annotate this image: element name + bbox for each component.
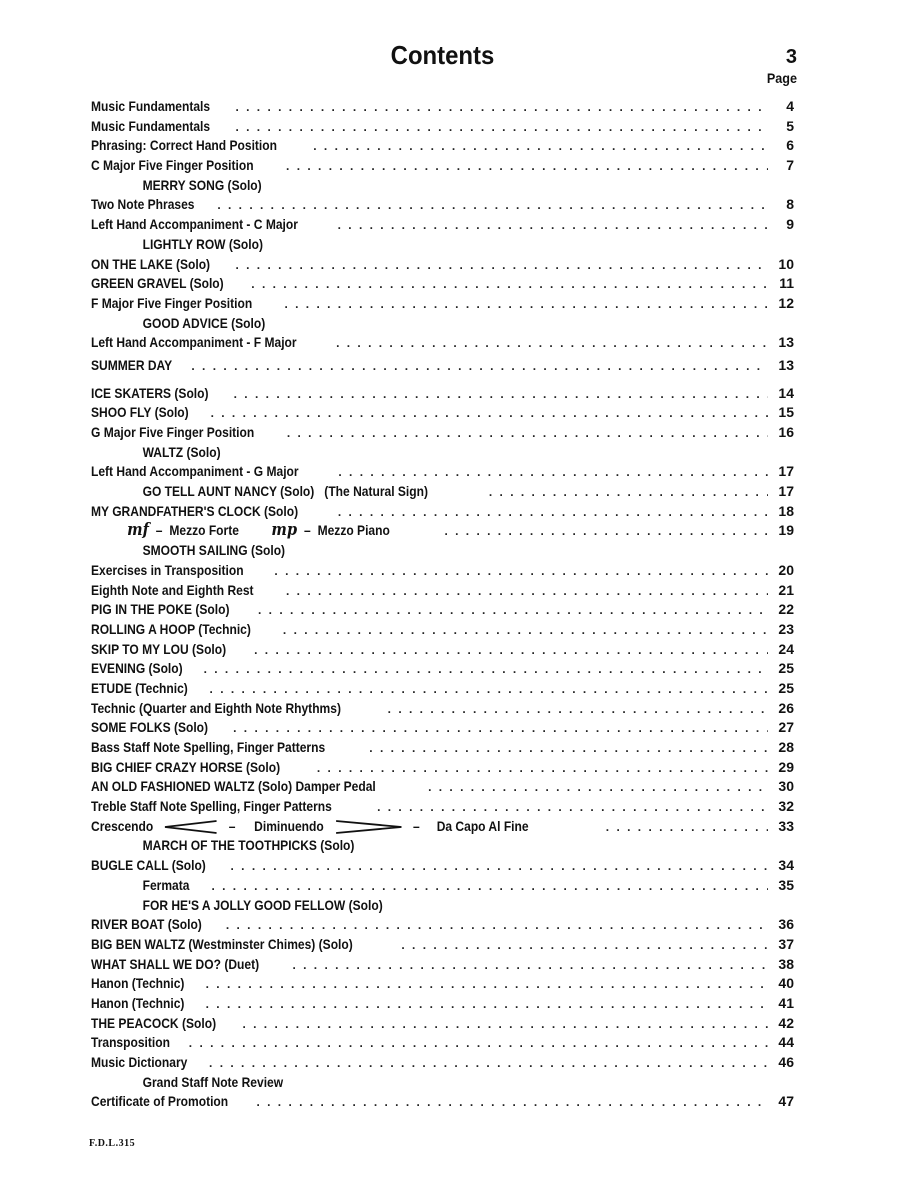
toc-entry: Fermata . . . 35 (91, 876, 794, 896)
toc-page-number: 25 (778, 660, 794, 677)
toc-page-number: 21 (778, 581, 794, 598)
toc-page-number: 12 (778, 294, 794, 311)
diminuendo-label: Diminuendo (254, 817, 324, 834)
toc-entry: MY GRANDFATHER'S CLOCK (Solo) . . . 18 (91, 502, 794, 522)
toc-entry: Treble Staff Note Spelling, Finger Patterns . . . 32 (91, 797, 794, 817)
toc-page-number: 7 (786, 157, 794, 174)
toc-page-number: 13 (778, 334, 794, 351)
toc-entry: Hanon (Technic) . . . 41 (91, 994, 794, 1014)
toc-subentry: FOR HE'S A JOLLY GOOD FELLOW (Solo) (142, 896, 383, 913)
mezzo-piano-symbol: mp (271, 520, 298, 541)
crescendo-label: Crescendo (91, 817, 154, 834)
diminuendo-hairpin-icon (334, 820, 403, 834)
toc-page-number: 18 (778, 502, 794, 519)
toc-entry: Left Hand Accompaniment - G Major . . . 17 (91, 462, 794, 482)
toc-entry: ON THE LAKE (Solo) . . . 10 (91, 255, 794, 275)
toc-entry: F Major Five Finger Position . . . 12 (91, 294, 794, 314)
toc-entry: Technic (Quarter and Eighth Note Rhythms) . . . 26 (91, 699, 794, 719)
toc-page-number: 20 (778, 561, 794, 578)
toc-page-number: 16 (778, 424, 794, 440)
toc-page-number: 11 (779, 275, 794, 292)
toc-page-number: 41 (778, 994, 794, 1011)
toc-page-number: 10 (778, 255, 794, 272)
toc-subentry: LIGHTLY ROW (Solo) (142, 235, 263, 252)
toc-page-number: 27 (778, 719, 794, 736)
toc-entry: RIVER BOAT (Solo) . . . 36 (91, 915, 794, 935)
toc-page-number: 15 (778, 404, 794, 421)
toc-entry: GO TELL AUNT NANCY (Solo) (The Natural Sign) . . . 17 (91, 482, 794, 502)
toc-entry: BUGLE CALL (Solo) . . . 34 (91, 856, 794, 876)
toc-entry: GREEN GRAVEL (Solo) . . . 11 (91, 274, 794, 294)
mezzo-forte-symbol: mf (127, 520, 149, 541)
toc-page-number: 17 (778, 483, 794, 500)
toc-entry: Music Dictionary . . . 46 (91, 1053, 794, 1073)
toc-entry: ICE SKATERS (Solo) . . . 14 (91, 384, 794, 404)
toc-entry: SOME FOLKS (Solo) . . . 27 (91, 718, 794, 738)
toc-page-number: 8 (786, 196, 794, 213)
toc-page-number: 23 (778, 620, 794, 637)
toc-entry: SHOO FLY (Solo) . . . 15 (91, 403, 794, 423)
toc-entry: Music Fundamentals . . . 4 (91, 97, 794, 117)
toc-page-number: 35 (778, 876, 794, 893)
toc-page-number: 6 (786, 137, 794, 154)
toc-page-number: 38 (778, 955, 794, 972)
page-column-label: Page (766, 70, 797, 86)
toc-entry: Bass Staff Note Spelling, Finger Patterns . . . 28 (91, 738, 794, 758)
toc-page-number: 37 (778, 935, 794, 952)
toc-page-number: 44 (778, 1034, 794, 1051)
toc-page-number: 29 (778, 758, 794, 775)
crescendo-hairpin-icon (163, 820, 218, 834)
mezzo-forte-label: Mezzo Forte (169, 522, 239, 539)
toc-subentry: SMOOTH SAILING (Solo) (142, 542, 286, 559)
toc-page-number: 22 (778, 601, 794, 618)
toc-subentry: WALTZ (Solo) (142, 443, 221, 460)
toc-entry: ROLLING A HOOP (Technic) . . . 23 (91, 620, 794, 640)
catalog-code: F.D.L.315 (89, 1138, 136, 1149)
toc-subentry: MARCH OF THE TOOTHPICKS (Solo) (142, 837, 355, 854)
table-of-contents (91, 97, 794, 1112)
toc-entry: WHAT SHALL WE DO? (Duet) . . . 38 (91, 955, 794, 975)
toc-page-number: 40 (778, 975, 794, 992)
toc-subentry: GOOD ADVICE (Solo) (142, 314, 266, 331)
toc-page-number: 47 (778, 1093, 794, 1110)
toc-entry: ETUDE (Technic) . . . 25 (91, 679, 794, 699)
toc-page-number: 14 (778, 384, 794, 401)
toc-page-number: 9 (786, 216, 794, 233)
toc-page-number: 4 (786, 98, 794, 114)
toc-subentry: Grand Staff Note Review (142, 1073, 284, 1090)
toc-page-number: 19 (778, 522, 794, 539)
toc-page-number: 25 (778, 679, 794, 696)
toc-page-number: 36 (778, 916, 794, 933)
toc-page-number: 17 (778, 463, 794, 480)
toc-page-number: 32 (778, 798, 794, 815)
toc-page-number: 5 (786, 117, 794, 134)
toc-page-number: 13 (778, 356, 794, 373)
toc-page-number: 30 (778, 778, 794, 795)
da-capo-label: Da Capo Al Fine (436, 817, 529, 834)
toc-entry: Phrasing: Correct Hand Position . . . 6 (91, 136, 794, 156)
toc-entry-dynamics: mf – Mezzo Forte mp – Mezzo Piano . . . 19 (91, 521, 794, 541)
toc-page-number: 33 (778, 817, 794, 834)
toc-subentry: MERRY SONG (Solo) (142, 176, 262, 193)
toc-entry: EVENING (Solo) . . . 25 (91, 659, 794, 679)
toc-entry: Left Hand Accompaniment - F Major . . . 13 (91, 333, 794, 353)
page-title: Contents (390, 40, 495, 70)
toc-page-number: 46 (778, 1054, 794, 1070)
toc-entry: Exercises in Transposition . . . 20 (91, 561, 794, 581)
toc-entry: AN OLD FASHIONED WALTZ (Solo) Damper Pedal . . . 30 (91, 777, 794, 797)
toc-entry: BIG BEN WALTZ (Westminster Chimes) (Solo) . . . 37 (91, 935, 794, 955)
toc-entry: Two Note Phrases . . . 8 (91, 195, 794, 215)
mezzo-piano-label: Mezzo Piano (317, 522, 390, 539)
toc-entry: Music Fundamentals . . . 5 (91, 117, 794, 137)
toc-page-number: 34 (778, 857, 794, 874)
toc-page-number: 26 (778, 699, 794, 716)
toc-entry: THE PEACOCK (Solo) . . . 42 (91, 1014, 794, 1034)
toc-entry: SUMMER DAY . . . 13 (91, 356, 794, 376)
toc-entry: Left Hand Accompaniment - C Major . . . 9 (91, 215, 794, 235)
toc-entry: Eighth Note and Eighth Rest . . . 21 (91, 581, 794, 601)
toc-page-number: 42 (778, 1014, 794, 1031)
toc-entry: Hanon (Technic) . . . 40 (91, 974, 794, 994)
toc-entry: C Major Five Finger Position . . . 7 (91, 156, 794, 176)
toc-entry: Transposition . . . 44 (91, 1033, 794, 1053)
toc-entry: Certificate of Promotion . . . 47 (91, 1092, 794, 1112)
toc-page-number: 24 (778, 640, 794, 657)
toc-page-number: 28 (778, 739, 794, 755)
toc-entry: G Major Five Finger Position . . . 16 (91, 423, 794, 443)
toc-entry-crescendo: Crescendo – Diminuendo – Da Capo Al Fine . . . 33 (91, 817, 794, 837)
page-number: 3 (785, 46, 797, 68)
toc-entry: SKIP TO MY LOU (Solo) . . . 24 (91, 640, 794, 660)
toc-entry: BIG CHIEF CRAZY HORSE (Solo) . . . 29 (91, 758, 794, 778)
toc-entry: PIG IN THE POKE (Solo) . . . 22 (91, 600, 794, 620)
